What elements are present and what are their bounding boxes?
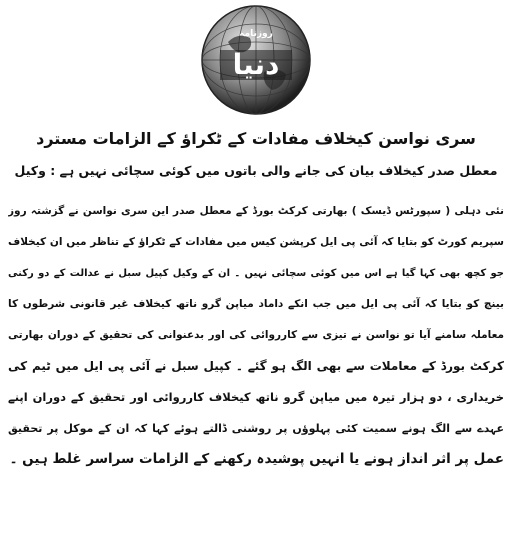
article-line: سپریم کورٹ کو بتایا کہ آئی پی ایل کرپشن کیس میں مفادات کے ٹکراؤ کے تناظر میں ان کیخلاف — [8, 236, 504, 248]
article-line: خریداری ، دو ہزار تیرہ میں میاپن گرو ناتھ کیخلاف کارروائی اور تحقیق کے دوران اپنے — [8, 390, 504, 404]
article-line: عہدے سے الگ ہونے سمیت کئی پہلوؤں پر روشنی ڈالتے ہوئے کہا کہ ان کے موکل پر تحقیق — [8, 422, 504, 435]
article-line: کرکٹ بورڈ کے معاملات سے بھی الگ ہو گئے ۔ کپیل سبل نے آئی پی ایل میں ٹیم کی — [8, 359, 504, 373]
article-headline: سری نواسن کیخلاف مفادات کے ٹکراؤ کے الزامات مسترد — [36, 129, 476, 148]
article-line: جو کچھ بھی کہا گیا ہے اس میں کوئی سچائی نہیں ۔ ان کے وکیل کپیل سبل نے عدالت کے دو رکنی — [8, 268, 504, 279]
article-subhead: معطل صدر کیخلاف بیان کی جانے والی باتوں میں کوئی سچائی نہیں ہے : وکیل — [14, 163, 498, 178]
article-line: عمل پر اثر انداز ہونے یا انہیں پوشیدہ رکھنے کے الزامات سراسر غلط ہیں ۔ — [9, 451, 504, 467]
globe-logo-icon — [198, 2, 314, 118]
article-line: نئی دہلی ( سپورٹس ڈیسک ) بھارتی کرکٹ بورڈ کے معطل صدر این سری نواسن نے گزشتہ روز — [8, 205, 504, 217]
logo-tagline: روزنامہ — [239, 29, 273, 39]
dunya-logo — [198, 2, 314, 118]
article-line: معاملہ سامنے آیا تو نواسن نے تیزی سے کارروائی کی اور بدعنوانی کی تحقیق کے دوران بھارتی — [8, 329, 504, 341]
logo-wordmark: دنیا — [232, 48, 280, 81]
article-body — [8, 196, 504, 475]
article-line: بینچ کو بتایا کہ آئی پی ایل میں جب انکے داماد میاپن گرو ناتھ کیخلاف غیر قانونی شرطوں کا — [8, 298, 504, 310]
